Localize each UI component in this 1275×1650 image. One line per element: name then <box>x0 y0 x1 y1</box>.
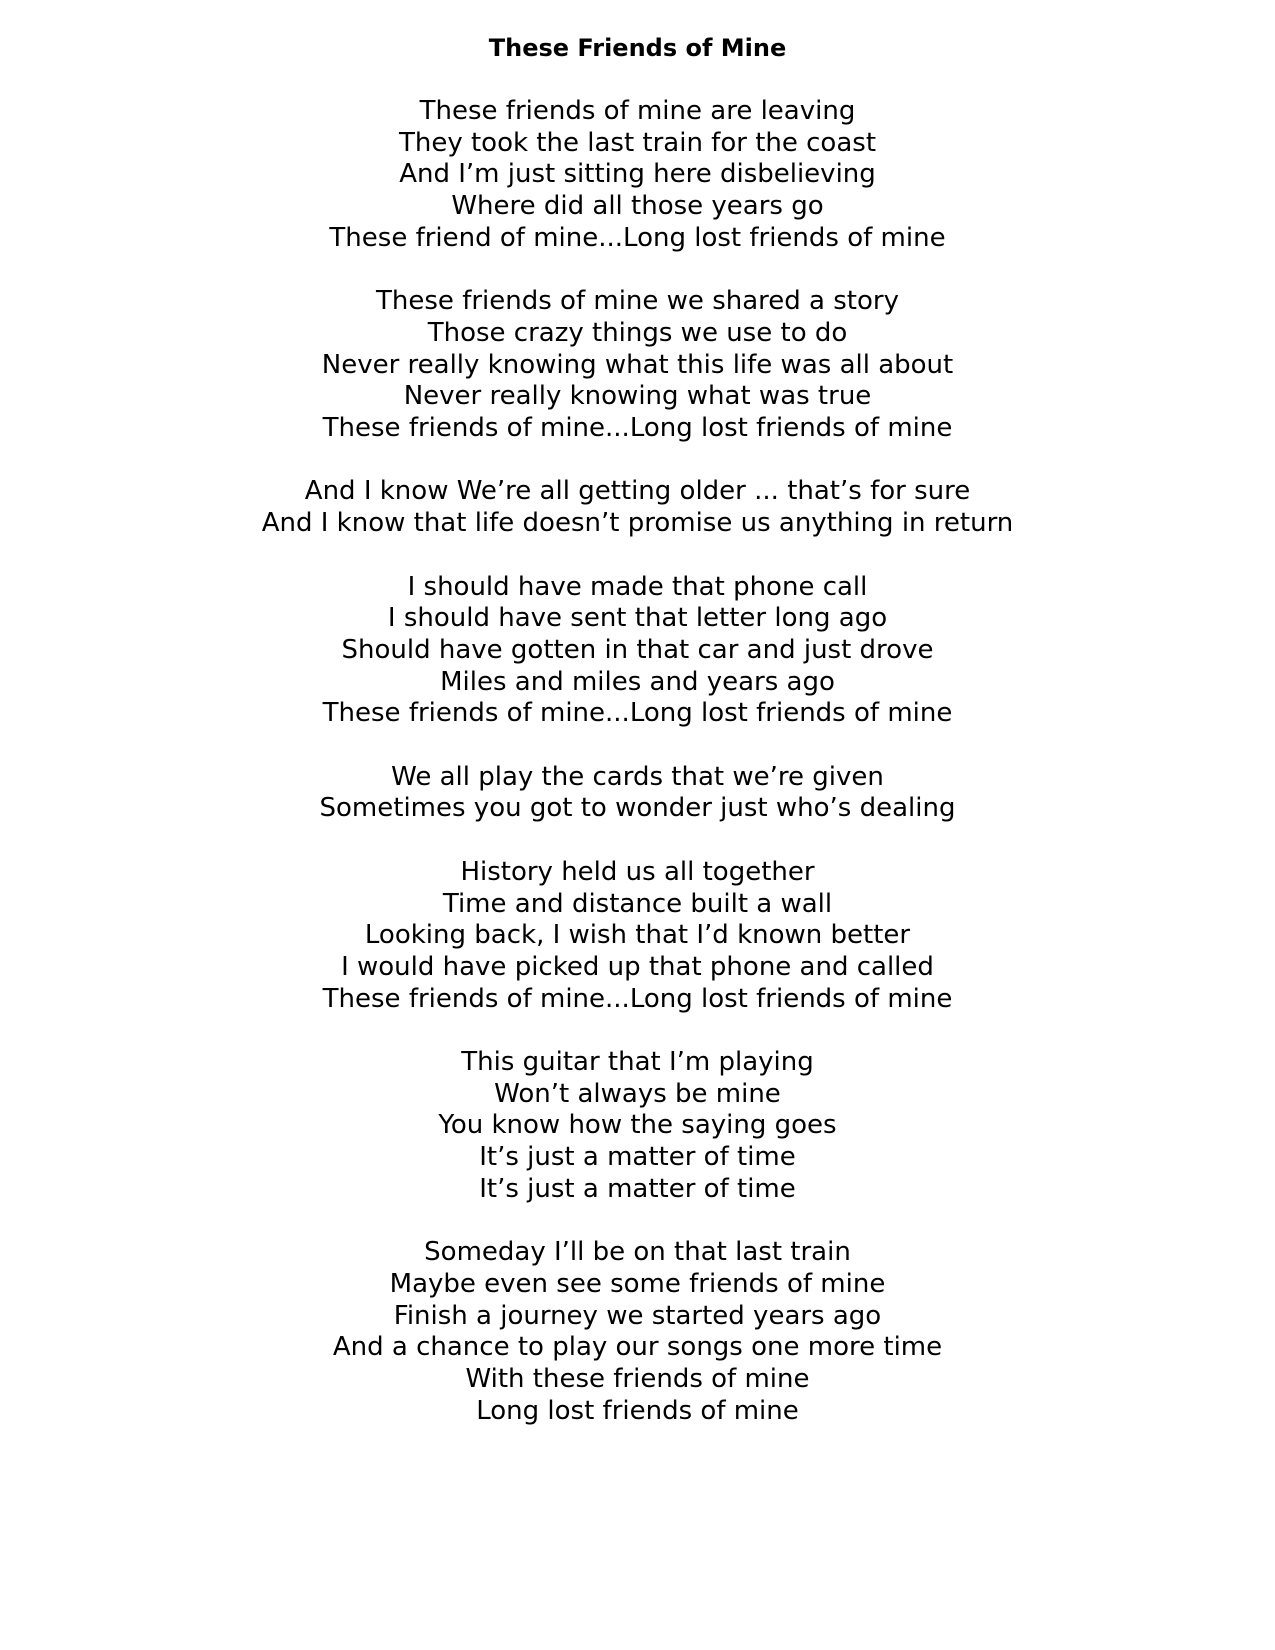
lyric-line: They took the last train for the coast <box>398 127 877 158</box>
lyric-line: It’s just a matter of time <box>479 1142 796 1173</box>
lyric-line: With these friends of mine <box>465 1364 810 1395</box>
lyric-line: And a chance to play our songs one more time <box>332 1332 943 1363</box>
lyric-line: Sometimes you got to wonder just who’s dealing <box>319 793 956 824</box>
lyric-line: And I know that life doesn’t promise us anything in return <box>261 508 1014 539</box>
lyric-line: History held us all together <box>460 856 815 887</box>
lyric-line: These friends of mine are leaving <box>419 96 856 126</box>
lyric-line: Maybe even see some friends of mine <box>389 1268 886 1299</box>
lyric-line: We all play the cards that we’re given <box>391 761 884 792</box>
stanza <box>0 1237 1275 1427</box>
stanza <box>0 286 1275 445</box>
lyric-line: Long lost friends of mine <box>476 1395 799 1426</box>
lyric-line: Finish a journey we started years ago <box>393 1300 882 1331</box>
lyric-line: These friends of mine...Long lost friends of mine <box>322 413 953 444</box>
stanza <box>0 1047 1275 1206</box>
lyric-line: You know how the saying goes <box>438 1110 837 1141</box>
lyric-line: I should have made that phone call <box>407 571 868 602</box>
stanza <box>0 572 1275 731</box>
lyric-line: I would have picked up that phone and called <box>341 951 934 982</box>
lyric-line: These friend of mine...Long lost friends of mine <box>329 222 946 253</box>
lyric-line: Never really knowing what this life was all about <box>321 349 954 380</box>
stanza <box>0 96 1275 255</box>
stanza <box>0 476 1275 539</box>
lyric-line: These friends of mine...Long lost friends of mine <box>322 983 953 1014</box>
lyric-line: It’s just a matter of time <box>479 1173 796 1204</box>
lyric-line: These friends of mine we shared a story <box>376 286 899 317</box>
stanza <box>0 857 1275 1016</box>
lyric-line: Those crazy things we use to do <box>427 317 848 348</box>
lyric-line: Time and distance built a wall <box>442 888 833 919</box>
song-title: These Friends of Mine <box>488 34 787 62</box>
lyric-line: I should have sent that letter long ago <box>387 603 888 634</box>
lyric-line: And I’m just sitting here disbelieving <box>399 159 876 190</box>
lyric-line: Won’t always be mine <box>494 1078 781 1109</box>
lyrics-body <box>0 96 1275 1459</box>
lyric-line: Should have gotten in that car and just drove <box>341 634 934 665</box>
lyric-line: And I know We’re all getting older ... that’s for sure <box>304 476 971 507</box>
lyric-line: Someday I’ll be on that last train <box>424 1237 851 1268</box>
lyric-line: This guitar that I’m playing <box>461 1047 814 1077</box>
lyric-line: Where did all those years go <box>451 191 824 222</box>
lyric-line: Miles and miles and years ago <box>440 666 835 697</box>
stanza <box>0 762 1275 825</box>
lyric-line: These friends of mine...Long lost friends of mine <box>322 698 953 729</box>
lyric-line: Never really knowing what was true <box>403 381 872 412</box>
lyric-line: Looking back, I wish that I’d known better <box>364 920 911 951</box>
